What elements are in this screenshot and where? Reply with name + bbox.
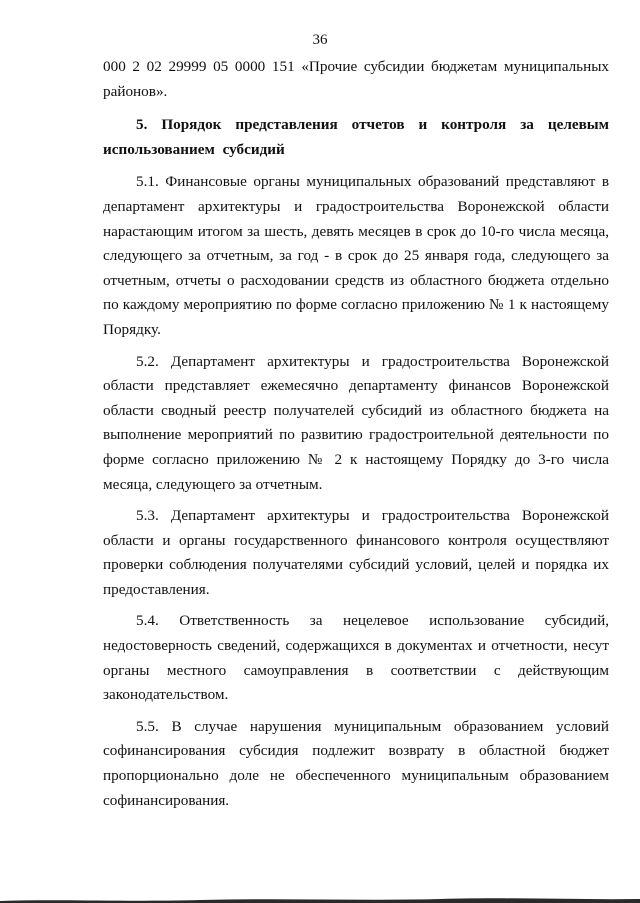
paragraph-5-3: 5.3. Департамент архитектуры и градостроительства Воронежской области и органы государственного финансового контроля осуществляют проверки соблюдения получателями субсидий условий, целей и порядка их предоставления. bbox=[103, 507, 609, 598]
page-number: 36 bbox=[312, 32, 328, 48]
paragraph-5-4: 5.4. Ответственность за нецелевое использование субсидий, недостоверность сведений, содержащихся в документах и отчетности, несут органы местного самоуправления в соответствии с действующим законодательством. bbox=[103, 612, 609, 704]
section-heading: 5. Порядок представления отчетов и контроля за целевым использованием субсидий bbox=[103, 116, 609, 158]
paragraph-5-2: 5.2. Департамент архитектуры и градостроительства Воронежской области представляет ежемесячно департаменту финансов Воронежской области сводный реестр получателей субсидий из областного бюджета на выполнение мероприятий по развитию градостроительной деятельности по форме согласно приложению № 2 к настоящему Порядку до 3-го числа месяца, следующего за отчетным. bbox=[103, 352, 609, 493]
scan-edge-shadow bbox=[0, 895, 640, 903]
budget-code-paragraph: 000 2 02 29999 05 0000 151 «Прочие субсидии бюджетам муниципальных районов». bbox=[103, 58, 609, 100]
paragraph-5-1: 5.1. Финансовые органы муниципальных образований представляют в департамент архитектуры и градостроительства Воронежской области нарастающим итогом за шесть, девять месяцев в срок до 10-го числа месяца, следующего за отчетным, за год - в срок до 25 января года, следующего за отчетным, отчеты о расходовании средств из областного бюджета отдельно по каждому мероприятию по форме согласно приложению № 1 к настоящему Порядку. bbox=[103, 173, 609, 338]
scan-bottom-edge bbox=[0, 895, 640, 903]
paragraph-5-5: 5.5. В случае нарушения муниципальным образованием условий софинансирования субсидия подлежит возврату в областной бюджет пропорционально доле не обеспеченного муниципальным образованием софинансирования. bbox=[103, 717, 609, 809]
document-body bbox=[103, 55, 609, 813]
